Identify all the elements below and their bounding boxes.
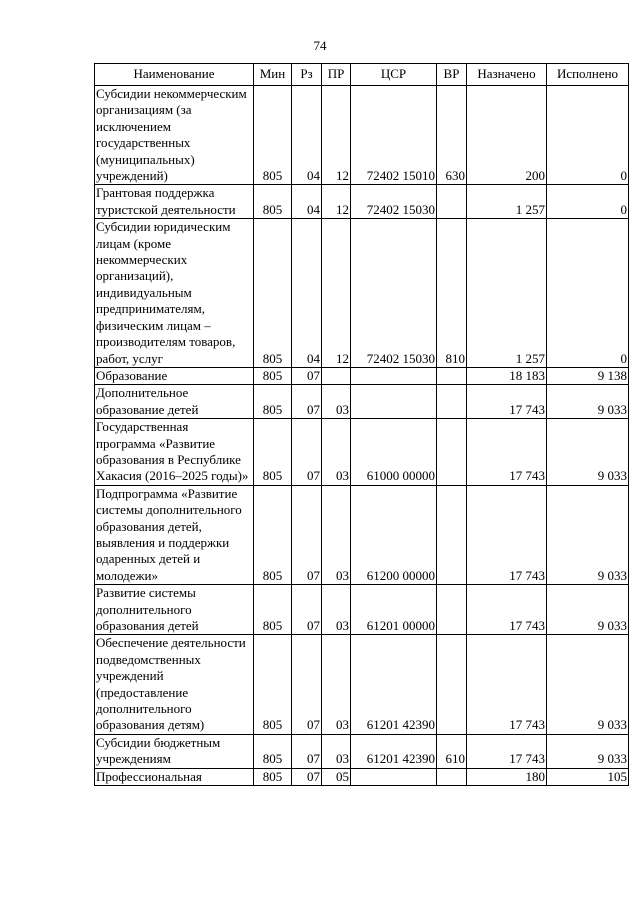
cell-pr: 03	[322, 385, 351, 419]
cell-name: Субсидии бюджетным учреждениям	[95, 734, 254, 768]
cell-assigned: 17 743	[467, 585, 547, 635]
cell-pr: 03	[322, 485, 351, 584]
cell-name: Грантовая поддержка туристской деятельности	[95, 185, 254, 219]
cell-executed: 0	[547, 219, 629, 368]
cell-min: 805	[254, 419, 292, 486]
cell-name: Образование	[95, 367, 254, 384]
cell-csr	[351, 385, 437, 419]
cell-min: 805	[254, 585, 292, 635]
cell-executed: 9 033	[547, 385, 629, 419]
cell-executed: 0	[547, 185, 629, 219]
cell-executed: 9 138	[547, 367, 629, 384]
cell-vr	[437, 585, 467, 635]
table-row	[95, 585, 629, 635]
cell-min: 805	[254, 86, 292, 185]
cell-name: Обеспечение деятельности подведомственных учреждений (предоставление дополнительного образования детям)	[95, 635, 254, 734]
column-header-vr: ВР	[437, 64, 467, 86]
column-header-name: Наименование	[95, 64, 254, 86]
column-header-pr: ПР	[322, 64, 351, 86]
cell-vr	[437, 485, 467, 584]
column-header-min: Мин	[254, 64, 292, 86]
cell-name: Профессиональная	[95, 768, 254, 785]
cell-min: 805	[254, 734, 292, 768]
column-header-executed: Исполнено	[547, 64, 629, 86]
cell-rz: 04	[292, 219, 322, 368]
cell-assigned: 17 743	[467, 635, 547, 734]
cell-assigned: 17 743	[467, 485, 547, 584]
page-number: 74	[313, 38, 327, 53]
cell-pr	[322, 367, 351, 384]
cell-pr: 03	[322, 585, 351, 635]
table-row	[95, 385, 629, 419]
cell-pr: 03	[322, 734, 351, 768]
cell-vr	[437, 768, 467, 785]
cell-assigned: 180	[467, 768, 547, 785]
column-header-rz: Рз	[292, 64, 322, 86]
table-row	[95, 485, 629, 584]
cell-executed: 105	[547, 768, 629, 785]
cell-min: 805	[254, 385, 292, 419]
cell-rz: 07	[292, 585, 322, 635]
cell-name: Развитие системы дополнительного образования детей	[95, 585, 254, 635]
cell-assigned: 200	[467, 86, 547, 185]
cell-rz: 07	[292, 485, 322, 584]
cell-pr: 12	[322, 185, 351, 219]
cell-csr: 72402 15030	[351, 219, 437, 368]
cell-executed: 9 033	[547, 585, 629, 635]
cell-csr: 61201 42390	[351, 635, 437, 734]
table-row	[95, 768, 629, 785]
cell-executed: 9 033	[547, 734, 629, 768]
cell-vr	[437, 185, 467, 219]
cell-vr: 810	[437, 219, 467, 368]
cell-csr: 72402 15030	[351, 185, 437, 219]
cell-min: 805	[254, 367, 292, 384]
cell-rz: 07	[292, 734, 322, 768]
cell-assigned: 17 743	[467, 419, 547, 486]
cell-min: 805	[254, 219, 292, 368]
cell-assigned: 1 257	[467, 185, 547, 219]
cell-rz: 04	[292, 185, 322, 219]
cell-rz: 07	[292, 635, 322, 734]
cell-pr: 12	[322, 86, 351, 185]
cell-pr: 12	[322, 219, 351, 368]
cell-assigned: 1 257	[467, 219, 547, 368]
cell-min: 805	[254, 485, 292, 584]
cell-name: Субсидии некоммерческим организациям (за исключением государственных (муниципальных) учреждений)	[95, 86, 254, 185]
column-header-csr: ЦСР	[351, 64, 437, 86]
budget-table	[94, 63, 629, 786]
cell-vr: 630	[437, 86, 467, 185]
cell-csr: 72402 15010	[351, 86, 437, 185]
cell-pr: 03	[322, 419, 351, 486]
cell-assigned: 17 743	[467, 734, 547, 768]
cell-csr: 61201 42390	[351, 734, 437, 768]
cell-csr: 61000 00000	[351, 419, 437, 486]
table-row	[95, 219, 629, 368]
table-row	[95, 635, 629, 734]
cell-executed: 9 033	[547, 485, 629, 584]
cell-vr	[437, 385, 467, 419]
cell-rz: 07	[292, 367, 322, 384]
cell-executed: 9 033	[547, 635, 629, 734]
cell-csr	[351, 768, 437, 785]
cell-assigned: 17 743	[467, 385, 547, 419]
cell-min: 805	[254, 635, 292, 734]
cell-executed: 0	[547, 86, 629, 185]
cell-rz: 07	[292, 768, 322, 785]
cell-name: Субсидии юридическим лицам (кроме некоммерческих организаций), индивидуальным предпринимателям, физическим лицам – производителям товаров, работ, услуг	[95, 219, 254, 368]
cell-name: Подпрограмма «Развитие системы дополнительного образования детей, выявления и поддержки одаренных детей и молодежи»	[95, 485, 254, 584]
cell-min: 805	[254, 185, 292, 219]
cell-assigned: 18 183	[467, 367, 547, 384]
cell-name: Государственная программа «Развитие образования в Республике Хакасия (2016–2025 годы)»	[95, 419, 254, 486]
cell-min: 805	[254, 768, 292, 785]
cell-rz: 07	[292, 385, 322, 419]
table-header-row	[95, 64, 629, 86]
cell-csr: 61200 00000	[351, 485, 437, 584]
cell-vr	[437, 419, 467, 486]
cell-csr	[351, 367, 437, 384]
table-row	[95, 734, 629, 768]
table-row	[95, 419, 629, 486]
cell-vr	[437, 635, 467, 734]
cell-csr: 61201 00000	[351, 585, 437, 635]
cell-pr: 05	[322, 768, 351, 785]
cell-rz: 04	[292, 86, 322, 185]
cell-rz: 07	[292, 419, 322, 486]
column-header-assigned: Назначено	[467, 64, 547, 86]
table-row	[95, 185, 629, 219]
cell-vr: 610	[437, 734, 467, 768]
cell-pr: 03	[322, 635, 351, 734]
cell-vr	[437, 367, 467, 384]
cell-name: Дополнительное образование детей	[95, 385, 254, 419]
table-row	[95, 86, 629, 185]
table-row	[95, 367, 629, 384]
cell-executed: 9 033	[547, 419, 629, 486]
